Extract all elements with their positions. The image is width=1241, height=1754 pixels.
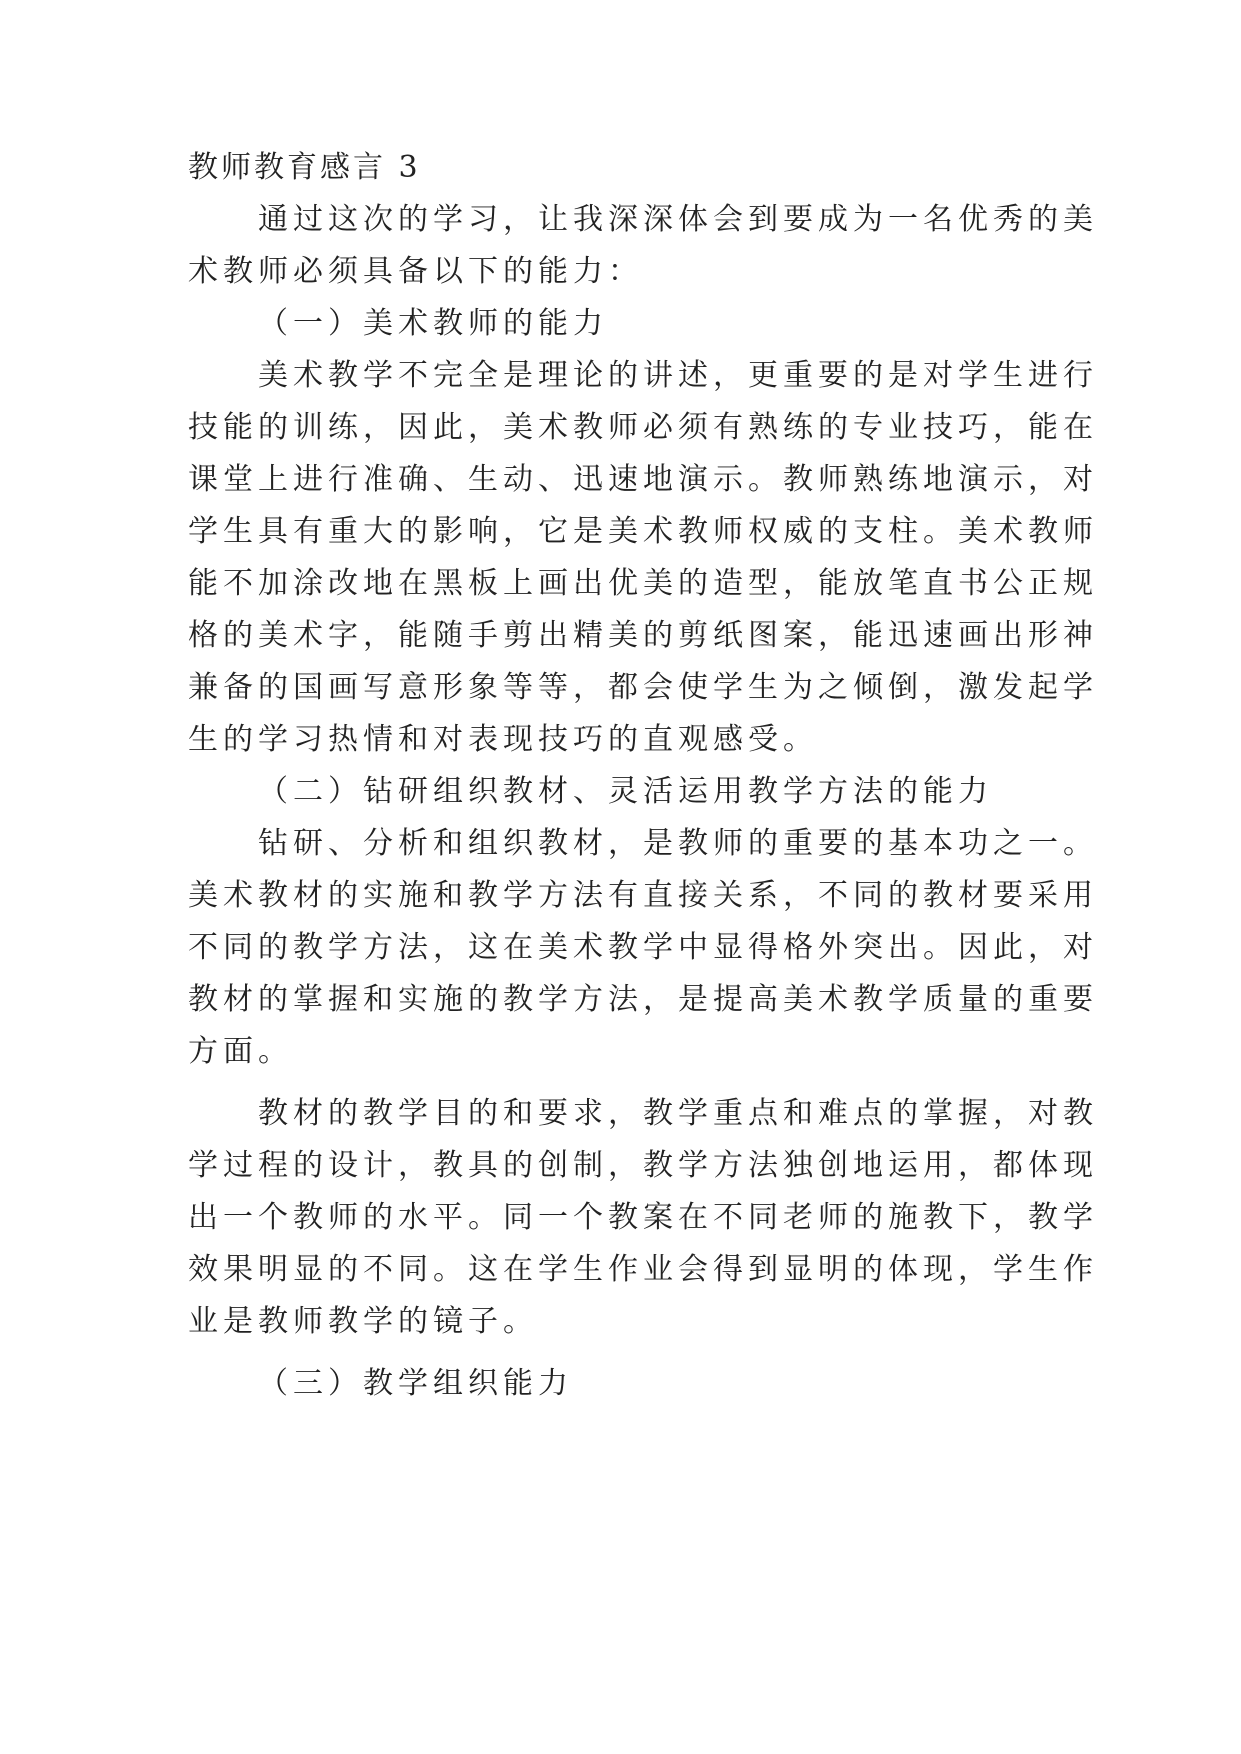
paragraph-line: 学过程的设计，教具的创制，教学方法独创地运用，都体现 — [188, 1148, 1098, 1183]
section-heading-1: （一）美术教师的能力 — [258, 306, 608, 341]
paragraph-line: 教材的教学目的和要求，教学重点和难点的掌握，对教 — [258, 1096, 1098, 1131]
paragraph-line: 课堂上进行准确、生动、迅速地演示。教师熟练地演示，对 — [188, 462, 1098, 497]
paragraph-line: 出一个教师的水平。同一个教案在不同老师的施教下，教学 — [188, 1200, 1098, 1235]
section-heading-3: （三）教学组织能力 — [258, 1366, 573, 1401]
paragraph-line: 术教师必须具备以下的能力： — [188, 254, 643, 289]
paragraph-line: 不同的教学方法，这在美术教学中显得格外突出。因此，对 — [188, 930, 1098, 965]
paragraph-line: 学生具有重大的影响，它是美术教师权威的支柱。美术教师 — [188, 514, 1098, 549]
paragraph-line: 格的美术字，能随手剪出精美的剪纸图案，能迅速画出形神 — [188, 618, 1098, 653]
paragraph-line: 生的学习热情和对表现技巧的直观感受。 — [188, 722, 818, 757]
paragraph-line: 通过这次的学习，让我深深体会到要成为一名优秀的美 — [258, 202, 1098, 237]
paragraph-line: 兼备的国画写意形象等等，都会使学生为之倾倒，激发起学 — [188, 670, 1098, 705]
paragraph-line: 能不加涂改地在黑板上画出优美的造型，能放笔直书公正规 — [188, 566, 1098, 601]
section-heading-2: （二）钻研组织教材、灵活运用教学方法的能力 — [258, 774, 993, 809]
paragraph-line: 效果明显的不同。这在学生作业会得到显明的体现，学生作 — [188, 1252, 1098, 1287]
paragraph-line: 钻研、分析和组织教材，是教师的重要的基本功之一。 — [258, 826, 1098, 861]
paragraph-line: 美术教学不完全是理论的讲述，更重要的是对学生进行 — [258, 358, 1098, 393]
paragraph-line: 教材的掌握和实施的教学方法，是提高美术教学质量的重要 — [188, 982, 1098, 1017]
paragraph-line: 美术教材的实施和教学方法有直接关系，不同的教材要采用 — [188, 878, 1098, 913]
paragraph-line: 技能的训练，因此，美术教师必须有熟练的专业技巧，能在 — [188, 410, 1098, 445]
document-title: 教师教育感言 3 — [188, 150, 421, 185]
paragraph-line: 方面。 — [188, 1034, 293, 1069]
paragraph-line: 业是教师教学的镜子。 — [188, 1304, 538, 1339]
